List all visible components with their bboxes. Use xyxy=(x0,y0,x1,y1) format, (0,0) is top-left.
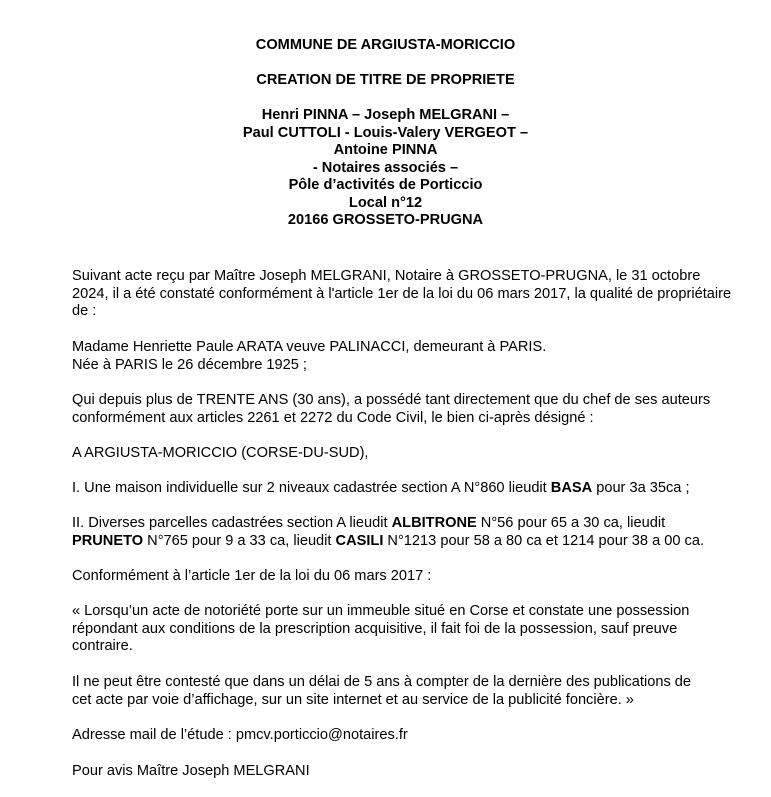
item-2-casili-area: N°1213 pour 58 a 80 ca et 1214 pour 38 a 00 ca. xyxy=(383,532,705,549)
item-1-paragraph xyxy=(72,480,732,498)
quote-2-line-1: Il ne peut être contesté que dans un délai de 5 ans à compter de la dernière des publications de xyxy=(72,674,692,690)
possession-paragraph xyxy=(72,392,732,427)
header-commune xyxy=(0,37,771,55)
address-line-2: Local n°12 xyxy=(348,194,423,211)
lieudit-basa: BASA xyxy=(550,480,593,496)
item-2-line-1 xyxy=(72,515,732,533)
item-2-text: II. Diverses parcelles cadastrées section A lieudit xyxy=(72,515,392,531)
possession-line-2: conformément aux articles 2261 et 2272 du Code Civil, le bien ci-après désigné : xyxy=(72,409,594,426)
quote-paragraph-2 xyxy=(72,674,732,709)
intro-line-2: 2024, il a été constaté conformément à l'article 1er de la loi du 06 mars 2017, la qualité de propriétaire xyxy=(72,285,732,302)
quote-1-line-3: contraire. xyxy=(72,638,133,654)
owner-paragraph xyxy=(72,339,732,374)
owner-line-1: Madame Henriette Paule ARATA veuve PALINACCI, demeurant à PARIS. xyxy=(72,339,547,355)
item-1-line xyxy=(72,480,732,498)
intro-line-1: Suivant acte reçu par Maître Joseph MELGRANI, Notaire à GROSSETO-PRUGNA, le 31 octobre xyxy=(72,268,701,284)
notaries-block xyxy=(0,107,771,230)
quote-1-line-2: répondant aux conditions de la prescription acquisitive, il fait foi de la possession, sauf preuve xyxy=(72,620,678,637)
quote-1-line-1: « Lorsqu’un acte de notoriété porte sur un immeuble situé en Corse et constate une possession xyxy=(72,603,690,619)
item-1-text: I. Une maison individuelle sur 2 niveaux cadastrée section A N°860 lieudit xyxy=(72,480,551,496)
lieudit-casili: CASILI xyxy=(335,532,384,549)
location-line: A ARGIUSTA-MORICCIO (CORSE-DU-SUD), xyxy=(72,445,369,461)
item-2-albitrone-area: N°56 pour 65 a 30 ca, lieudit xyxy=(476,515,666,531)
item-1-area: pour 3a 35ca ; xyxy=(592,480,690,496)
document-title: CREATION DE TITRE DE PROPRIETE xyxy=(256,72,515,88)
address-line-1: Pôle d’activités de Porticcio xyxy=(288,177,483,193)
law-reference-paragraph xyxy=(72,568,732,586)
item-2-line-2 xyxy=(72,533,732,551)
possession-line-1: Qui depuis plus de TRENTE ANS (30 ans), a possédé tant directement que du chef de ses auteurs xyxy=(72,392,711,408)
address-line-3: 20166 GROSSETO-PRUGNA xyxy=(287,212,484,228)
commune-title: COMMUNE DE ARGIUSTA-MORICCIO xyxy=(255,37,516,53)
signature-line: Pour avis Maître Joseph MELGRANI xyxy=(72,763,310,779)
header-document-title xyxy=(0,72,771,90)
notaries-line-4: - Notaires associés – xyxy=(312,159,459,176)
quote-2-line-2: cet acte par voie d’affichage, sur un site internet et au service de la publicité foncière. » xyxy=(72,691,634,708)
lieudit-albitrone: ALBITRONE xyxy=(391,515,477,531)
notaries-line-1: Henri PINNA – Joseph MELGRANI – xyxy=(261,107,510,123)
location-paragraph xyxy=(72,445,732,463)
quote-paragraph-1 xyxy=(72,603,732,656)
notaries-line-2: Paul CUTTOLI - Louis-Valery VERGEOT – xyxy=(242,124,529,141)
intro-line-3: de : xyxy=(72,303,97,319)
item-2-pruneto-area: N°765 pour 9 a 33 ca, lieudit xyxy=(143,532,336,549)
email-line: Adresse mail de l’étude : pmcv.porticcio@notaires.fr xyxy=(72,727,408,743)
intro-paragraph xyxy=(72,268,732,321)
item-2-paragraph xyxy=(72,515,732,550)
signature-paragraph xyxy=(72,763,732,781)
email-paragraph xyxy=(72,727,732,745)
law-reference-line: Conformément à l’article 1er de la loi du 06 mars 2017 : xyxy=(72,568,432,584)
owner-line-2: Née à PARIS le 26 décembre 1925 ; xyxy=(72,356,307,373)
lieudit-pruneto: PRUNETO xyxy=(72,532,144,549)
notaries-line-3: Antoine PINNA xyxy=(333,142,438,158)
